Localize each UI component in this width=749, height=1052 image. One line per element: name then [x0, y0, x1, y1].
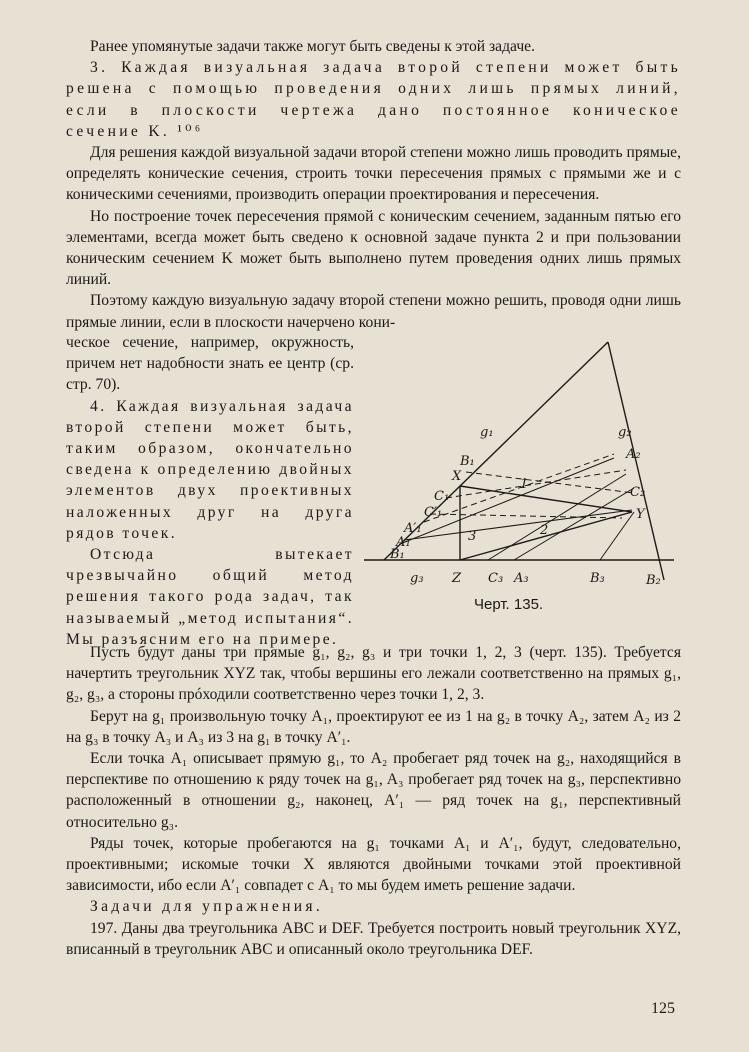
label-C3: C₃	[488, 571, 504, 586]
label-A2: A₂	[626, 447, 641, 462]
label-Z: Z	[452, 571, 462, 586]
label-g3: g₃	[410, 571, 424, 586]
label-B1-low: B₁	[390, 547, 405, 562]
theorem-4: 4. Каждая визуальная задача второй степени может быть, таким образом, окончательно сведена к определению двойных элементов двух проективных наложенных друг на друга рядов точек.	[66, 397, 354, 542]
paragraph: Ранее упомянутые задачи также могут быть сведены к этой задаче.	[90, 38, 535, 55]
paragraph: Пусть будут даны три прямые g₁, g₂, g₃ и три точки 1, 2, 3 (черт. 135). Требуется начертить треугольник XYZ так, чтобы вершины его лежали соответственно на прямых g₁, g₂, g₃, а стороны прóходили соответственно через точки 1, 2, 3.	[66, 644, 681, 704]
paragraph: Если точка A₁ описывает прямую g₁, то A₂ пробегает ряд точек на g₂, находящийся в перспективе по отношению к ряду точек на g₁, A₃ пробегает ряд точек на g₃, перспективно расположенный в отношении g₂, наконец, A′₁ — ряд точек на g₁, перспективный относительно g₃.	[66, 750, 681, 831]
paragraph: ческое сечение, например, окружность, причем нет надобности знать ее центр (ср. стр. 70).	[66, 334, 354, 394]
label-A1: A₁	[396, 535, 411, 550]
theorem-3: 3. Каждая визуальная задача второй степени может быть решена с помощью проведения одних лишь прямых линий, если в плоскости чертежа дано постоянное коническое сечение K. ¹⁰⁶	[66, 59, 681, 140]
label-C1p: C′₁	[424, 505, 443, 520]
label-B1: B₁	[460, 454, 475, 469]
paragraph: Берут на g₁ произвольную точку A₁, проектируют ее из 1 на g₂ в точку A₂, затем A₂ из 2 на g₃ в точку A₃ и A₃ из 3 на g₁ в точку A′₁.	[66, 707, 681, 746]
label-Y: Y	[636, 507, 645, 522]
paragraph: Поэтому каждую визуальную задачу второй степени можно решить, проводя одни лишь прямые линии, если в плоскости начерчено кони-	[66, 292, 681, 331]
paragraph: Отсюда вытекает чрезвычайно общий метод решения такого рода задач, так называемый „метод испытания“. Мы разъясним его на примере.	[66, 546, 354, 648]
label-B2: B₂	[646, 573, 661, 588]
label-g2: g₂	[618, 425, 632, 440]
paragraph: Но построение точек пересечения прямой с коническим сечением, заданным пятью его элементами, всегда может быть сведено к основной задаче пункта 2 и при пользовании коническим сечением K может быть выполнено путем проведения одних лишь прямых линий.	[66, 207, 681, 289]
label-g1: g₁	[480, 425, 494, 440]
text-block-beside-figure	[66, 332, 354, 650]
label-A3: A₃	[514, 571, 529, 586]
figure-135	[364, 338, 684, 628]
label-A1p: A′₁	[404, 521, 422, 536]
label-point-2: 2	[540, 523, 549, 538]
text-block-top	[66, 36, 681, 333]
exercise-197: 197. Даны два треугольника ABC и DEF. Требуется построить новый треугольник XYZ, вписанный в треугольник ABC и описанный около треугольника DEF.	[66, 919, 681, 958]
label-X: X	[452, 469, 462, 484]
page-number: 125	[651, 1000, 675, 1017]
label-point-3: 3	[468, 529, 477, 544]
figure-caption: Черт. 135.	[474, 596, 544, 613]
label-C1: C₁	[434, 489, 450, 504]
section-heading: Задачи для упражнения.	[90, 898, 324, 916]
label-C2: C₂	[630, 485, 646, 500]
figure-labels	[389, 425, 661, 588]
text-block-bottom	[66, 642, 681, 960]
paragraph: Ряды точек, которые пробегаются на g₁ точками A₁ и A′₁, будут, следовательно, проективными; искомые точки X являются двойными точками этой проективной зависимости, ибо если A′₁ совпадет с A₁ то мы будем иметь решение задачи.	[66, 834, 681, 895]
label-point-1: 1	[520, 477, 529, 492]
label-B3: B₃	[590, 571, 605, 586]
paragraph: Для решения каждой визуальной задачи второй степени можно лишь проводить прямые, определять конические сечения, строить точки пересечения прямых с прямыми же и с коническими сечениями, производить операции проектирования и пересечения.	[66, 144, 681, 204]
